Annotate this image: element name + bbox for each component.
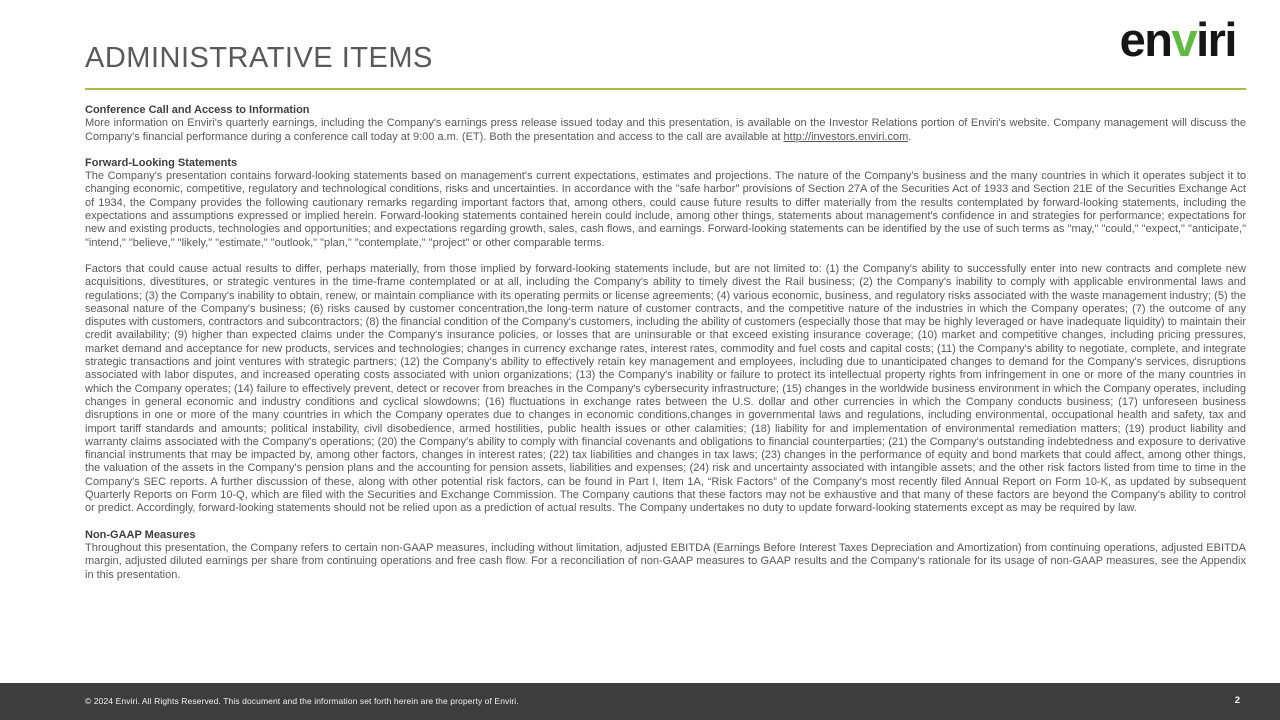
paragraph-text-after-link: . <box>908 130 912 143</box>
section-non-gaap <box>85 529 1246 582</box>
logo-text-post: iri <box>1196 13 1236 66</box>
footer-bar <box>0 683 1280 720</box>
investors-link[interactable]: http://investors.enviri.com <box>783 130 909 143</box>
paragraph: Factors that could cause actual results to differ, perhaps materially, from those implied by forward-looking statements include, but are not limited to: (1) the Company's ability to successfully enter into new contracts and complete new acquisitions, divestitures, or strategic ventures in the time-frame contemplated or at all, including the Company's ability to timely divest the Rail business; (2) the Company's inability to comply with applicable environmental laws and regulations; (3) the Company's inability to obtain, renew, or maintain compliance with its operating permits or license agreements; (4) various economic, business, and regulatory risks associated with the waste management industry; (5) the seasonal nature of the Company's business; (6) risks caused by customer concentration,the long-term nature of customer contracts, and the competitive nature of the industries in which the Company operates; (7) the outcome of any disputes with customers, contractors and subcontractors; (8) the financial condition of the Company's customers, including the ability of customers (especially those that may be highly leveraged or have inadequate liquidity) to maintain their credit availability; (9) higher than expected claims under the Company's insurance policies, or losses that are uninsurable or that exceed existing insurance coverage; (10) market and competitive changes, including pricing pressures, market demand and acceptance for new products, services and technologies; changes in currency exchange rates, interest rates, commodity and fuel costs and capital costs; (11) the Company's ability to negotiate, complete, and integrate strategic transactions and joint ventures with strategic partners; (12) the Company's ability to effectively retain key management and employees, including due to unanticipated changes to demand for the Company's services, disruptions associated with labor disputes, and increased operating costs associated with union organizations; (13) the Company's inability or failure to protect its intellectual property rights from infringement in one or more of the many countries in which the Company operates; (14) failure to effectively prevent, detect or recover from breaches in the Company's cybersecurity infrastructure; (15) changes in the worldwide business environment in which the Company operates, including changes in general economic and industry conditions and cyclical slowdowns; (16) fluctuations in exchange rates between the U.S. dollar and other currencies in which the Company conducts business; (17) unforeseen business disruptions in one or more of the many countries in which the Company operates due to changes in economic conditions,changes in governmental laws and regulations, including environmental, occupational health and safety, tax and import tariff standards and amounts; political instability, civil disobedience, armed hostilities, public health issues or other calamities; (18) liability for and implementation of environmental remediation matters; (19) product liability and warranty claims associated with the Company's operations; (20) the Company's ability to comply with financial covenants and obligations to financial counterparties; (21) the Company's outstanding indebtedness and exposure to derivative financial instruments that may be impacted by, among other factors, changes in interest rates; (22) tax liabilities and changes in tax laws; (23) changes in the performance of equity and bond markets that could affect, among other things, the valuation of the assets in the Company's pension plans and the accounting for pension assets, liabilities and expenses; (24) risk and uncertainty associated with intangible assets; and the other risk factors listed from time to time in the Company's SEC reports. A further discussion of these, along with other potential risk factors, can be found in Part I, Item 1A, “Risk Factors” of the Company's most recently filed Annual Report on Form 10-K, as updated by subsequent Quarterly Reports on Form 10-Q, which are filed with the Securities and Exchange Commission. The Company cautions that these factors may not be exhaustive and that many of these factors are beyond the Company's ability to control or predict. Accordingly, forward-looking statements should not be relied upon as a prediction of actual results. The Company undertakes no duty to update forward-looking statements except as may be required by law. <box>85 262 1246 515</box>
section-forward-looking <box>85 157 1246 516</box>
section-conference-call <box>85 104 1246 144</box>
logo-text-pre: en <box>1119 13 1172 66</box>
paragraph: Throughout this presentation, the Company refers to certain non-GAAP measures, including without limitation, adjusted EBITDA (Earnings Before Interest Taxes Depreciation and Amortization) from continuing operations, adjusted EBITDA margin, adjusted diluted earnings per share from continuing operations and free cash flow. For a reconciliation of non-GAAP measures to GAAP results and the Company's rationale for its usage of non-GAAP measures, see the Appendix in this presentation. <box>85 541 1246 581</box>
paragraph-text: More information on Enviri's quarterly earnings, including the Company's earnings press release issued today and this presentation, is available on the Investor Relations portion of Enviri's website. Company management will discuss the Company's financial performance during a conference call today at 9:00 a.m. (ET). Both the presentation and access to the call are available at <box>85 117 1246 143</box>
section-heading: Conference Call and Access to Information <box>85 104 310 116</box>
page-title: ADMINISTRATIVE ITEMS <box>85 42 433 74</box>
paragraph <box>85 117 1246 144</box>
logo-green-v: v <box>1171 13 1197 66</box>
page-number: 2 <box>1234 695 1240 706</box>
section-heading: Non-GAAP Measures <box>85 528 196 541</box>
section-heading: Forward-Looking Statements <box>85 156 238 169</box>
title-underline-rule <box>85 88 1246 90</box>
slide-body <box>85 104 1246 595</box>
enviri-logo <box>1119 13 1236 66</box>
paragraph: The Company's presentation contains forward-looking statements based on management's current expectations, estimates and projections. The nature of the Company's business and the many countries in which it operates subject it to changing economic, competitive, regulatory and technological conditions, risks and uncertainties. In accordance with the "safe harbor" provisions of Section 27A of the Securities Act of 1933 and Section 21E of the Securities Exchange Act of 1934, the Company provides the following cautionary remarks regarding important factors that, among others, could cause future results to differ materially from the results contemplated by forward-looking statements, including the expectations and assumptions expressed or implied herein. Forward-looking statements contained herein could include, among other things, statements about management's confidence in and strategies for performance; expectations for new and existing products, technologies and opportunities; and expectations regarding growth, sales, cash flows, and earnings. Forward-looking statements can be identified by the use of such terms as "may," "could," "expect," "anticipate," "intend," "believe," "likely," "estimate," "outlook," "plan," "contemplate," "project" or other comparable terms. <box>85 170 1246 249</box>
copyright-text: © 2024 Enviri. All Rights Reserved. This document and the information set forth herein are the property of Enviri. <box>85 696 519 706</box>
